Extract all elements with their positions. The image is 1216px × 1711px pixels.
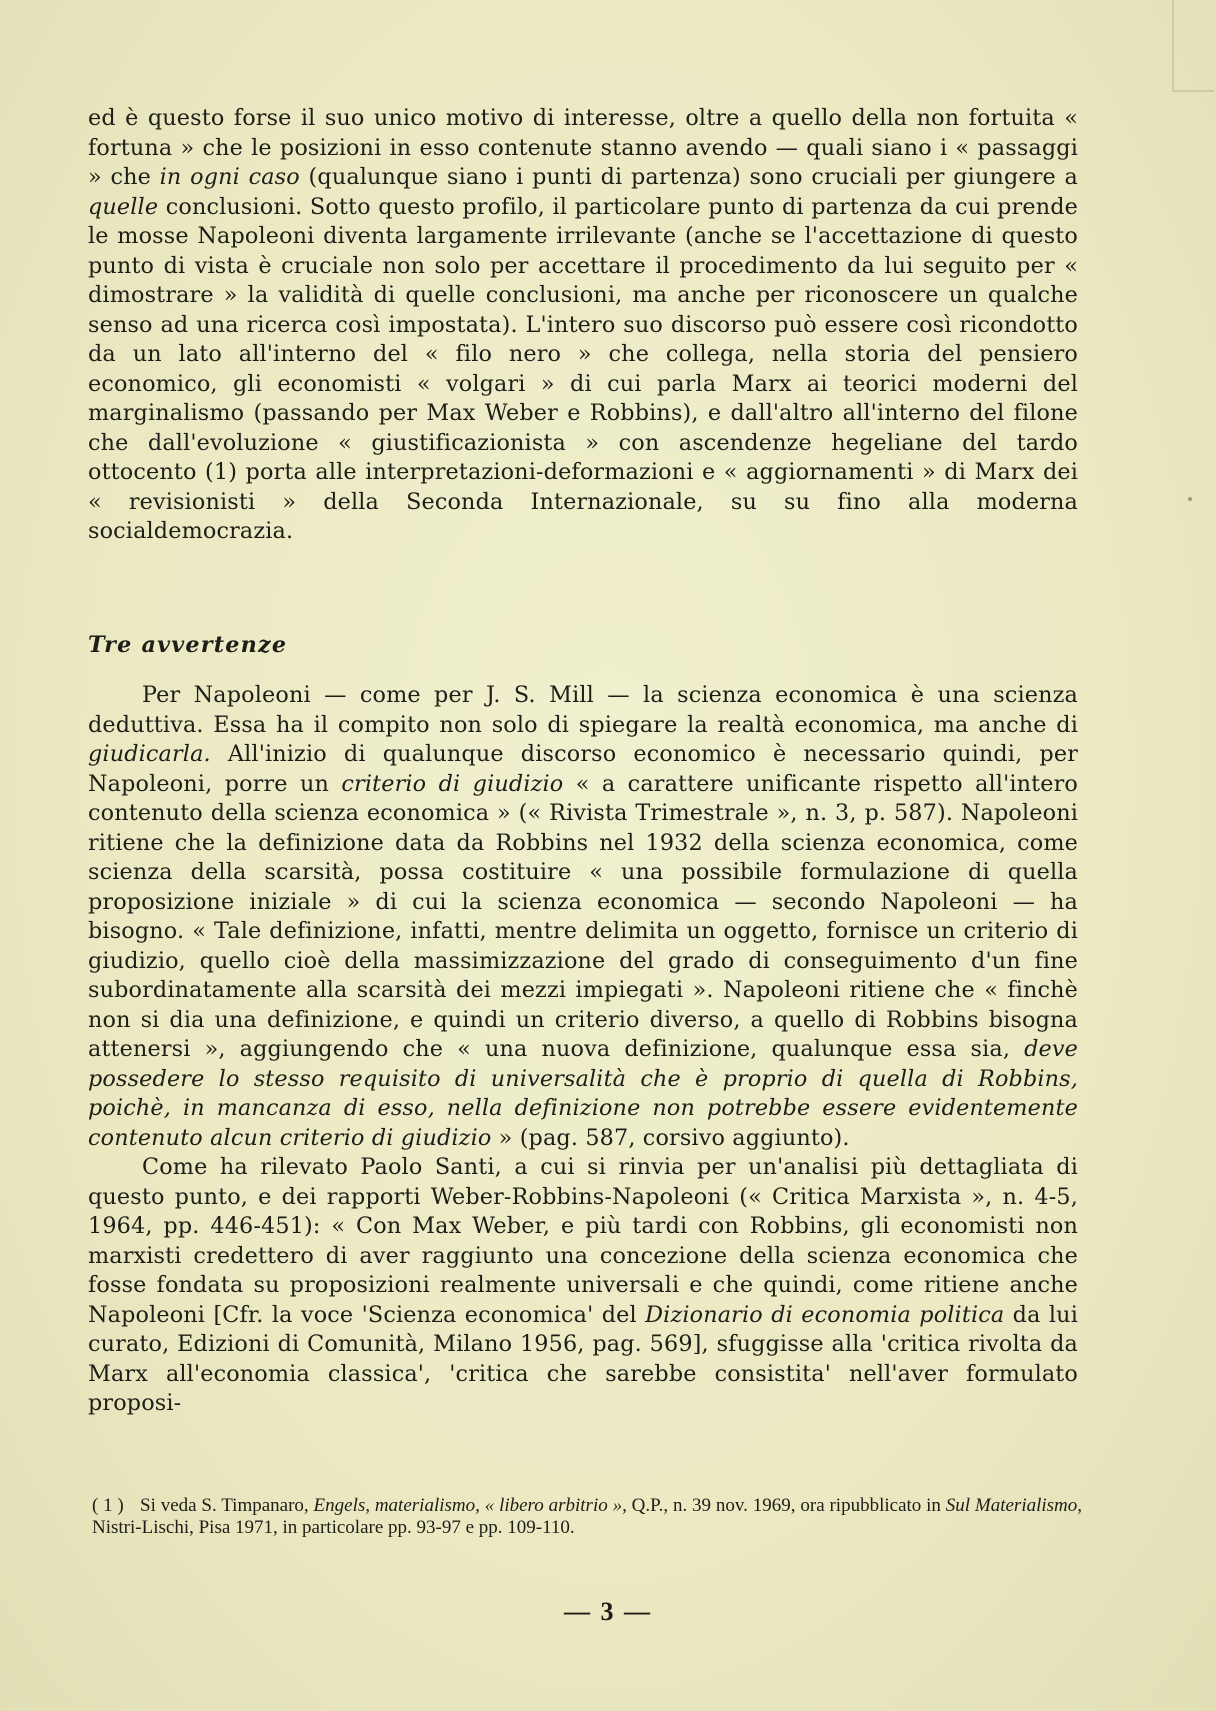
page-corner-mark <box>1172 0 1214 92</box>
section-heading: Tre avvertenze <box>88 632 288 658</box>
paragraph-intro: ed è questo forse il suo unico motivo di interesse, oltre a quello della non fortuita « fortuna » che le posizioni in esso contenute stanno avendo — quali siano i « passaggi » che in ogni caso (qualunque siano i punti di partenza) sono cruciali per giungere a quelle conclusioni. Sotto questo profilo, il particolare punto di partenza da cui prende le mosse Napoleoni diventa largamente irrilevante (anche se l'accettazione di questo punto di vista è cruciale non solo per accettare il procedimento da lui seguito per « dimostrare » la validità di quelle conclusioni, ma anche per riconoscere un qualche senso ad una ricerca così impostata). L'intero suo discorso può essere così ricondotto da un lato all'interno del « filo nero » che collega, nella storia del pensiero economico, gli economisti « volgari » di cui parla Marx ai teorici moderni del marginalismo (passando per Max Weber e Robbins), e dall'altro all'interno del filone che dall'evoluzione « giustificazionista » con ascendenze hegeliane del tardo ottocento (1) porta alle interpretazioni-deformazioni e « aggiornamenti » di Marx dei « revisionisti » della Seconda Internazionale, su su fino alla moderna socialdemocrazia. <box>88 105 1079 544</box>
margin-dot <box>1188 497 1192 501</box>
footnote-marker: ( 1 ) <box>92 1495 124 1516</box>
paragraph-santi: Come ha rilevato Paolo Santi, a cui si rinvia per un'analisi più dettagliata di questo punto, e dei rapporti Weber-Robbins-Napoleoni (« Critica Marxista », n. 4-5, 1964, pp. 446-451): « Con Max Weber, e più tardi con Robbins, gli economisti non marxisti credettero di aver raggiunto una concezione della scienza economica che fosse fondata su proposizioni realmente universali e che quindi, come ritiene anche Napoleoni [Cfr. la voce 'Scienza economica' del Dizionario di economia politica da lui curato, Edizioni di Comunità, Milano 1956, pag. 569], sfuggisse alla 'critica rivolta da Marx all'economia classica', 'critica che sarebbe consistita' nell'aver formulato proposi- <box>88 1154 1078 1416</box>
footnote: ( 1 ) Si veda S. Timpanaro, Engels, materialismo, « libero arbitrio », Q.P., n. 39 nov. 1969, ora ripubblicato in Sul Materialismo, Nistri-Lischi, Pisa 1971, in particolare pp. 93-97 e pp. 109-110. <box>92 1495 1083 1538</box>
body-text-main <box>88 681 1078 1419</box>
body-text-top <box>88 104 1078 547</box>
page-number: — 3 — <box>564 1597 652 1626</box>
paragraph-napoleoni-deductive: Per Napoleoni — come per J. S. Mill — la scienza economica è una scienza deduttiva. Essa ha il compito non solo di spiegare la realtà economica, ma anche di giudicarla. All'inizio di qualunque discorso economico è necessario quindi, per Napoleoni, porre un criterio di giudizio « a carattere unificante rispetto all'intero contenuto della scienza economica » (« Rivista Trimestrale », n. 3, p. 587). Napoleoni ritiene che la definizione data da Robbins nel 1932 della scienza economica, come scienza della scarsità, possa costituire « una possibile formulazione di quella proposizione iniziale » di cui la scienza economica — secondo Napoleoni — ha bisogno. « Tale definizione, infatti, mentre delimita un oggetto, fornisce un criterio di giudizio, quello cioè della massimizzazione del grado di conseguimento d'un fine subordinatamente alla scarsità dei mezzi impiegati ». Napoleoni ritiene che « finchè non si dia una definizione, e quindi un criterio diverso, a quello di Robbins bisogna attenersi », aggiungendo che « una nuova definizione, qualunque essa sia, deve possedere lo stesso requisito di universalità che è proprio di quella di Robbins, poichè, in mancanza di esso, nella definizione non potrebbe essere evidentemente contenuto alcun criterio di giudizio » (pag. 587, corsivo aggiunto). <box>88 682 1079 1151</box>
